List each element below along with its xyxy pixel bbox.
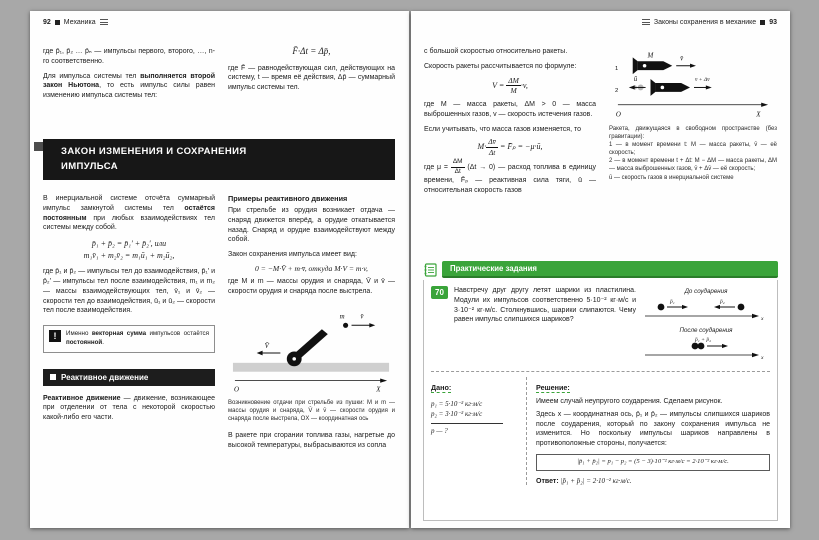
conservation-formula: 0 = −M·V̄ + m·v̄, откуда M·V = m·v, <box>255 263 368 273</box>
formula-lhs: V = <box>492 80 507 90</box>
fraction-denominator: Δt <box>488 147 496 157</box>
mu-where <box>424 159 596 195</box>
text-segment: при любых взаимодействиях тел системы между собой. <box>43 214 215 232</box>
col1-top <box>43 47 215 101</box>
law-paragraph <box>43 194 215 233</box>
bold-segment: векторная сумма <box>91 330 147 338</box>
impulse-formula: F̄·Δt = Δp̄, <box>292 46 331 56</box>
answer-value: |p̄₁ + p̄₂| = 2·10⁻² кг·м/с. <box>560 476 632 485</box>
recoil-velocity-label: V̄ <box>264 342 269 350</box>
p2-vector-label: p̄₂ <box>720 299 725 305</box>
thrust-formula <box>424 138 596 157</box>
square-marker-icon <box>55 20 60 25</box>
projectile-mass-label: m <box>339 313 345 321</box>
solution-column <box>526 377 770 485</box>
continuation-text: с большой скоростью относительно ракеты. <box>424 48 568 55</box>
after-collision-label: После соударения <box>679 327 733 334</box>
lines-icon <box>100 18 108 27</box>
page-number: 92 <box>43 18 51 26</box>
page-header-right <box>642 18 777 27</box>
given-divider <box>431 423 503 424</box>
conservation-where: где M и m — массы орудия и снаряда, V̄ и v̄ — скорости орудия и снаряда после выстрела. <box>228 278 395 296</box>
text-segment: (Δt → 0) — расход топлива в единицу времени, F̄ₚ — реактивная сила тяги, ū — относительная скорость газов <box>424 164 597 194</box>
fraction <box>506 77 521 96</box>
practical-tasks-title: Практические задания <box>442 261 778 278</box>
impulse-where: где F̄ — равнодействующая сил, действующих на систему, t — время её действия, Δp̄ — суммарный импульс системы тел. <box>228 64 395 92</box>
answer-label: Ответ: <box>536 477 559 485</box>
rocket-caption-2: 2 — в момент времени t + Δt: M − ΔM — масса ракеты, ΔM — масса выброшенных газов, v̄ + Δv̄ — её скорость; <box>609 158 777 173</box>
fraction-denominator: Δt <box>454 168 461 176</box>
col2-top <box>228 45 395 93</box>
given-value-2: p₂ = 3·10⁻² кг·м/с <box>431 410 483 418</box>
examples-text: При стрельбе из орудия возникает отдача — снаряд движется вперёд, а орудие откатывается назад. Снаряд и орудие взаимодействуют между собой. <box>228 207 395 244</box>
chapter-title: Законы сохранения в механике <box>653 18 757 26</box>
task-text: Навстречу друг другу летят шарики из пластилина. Модули их импульсов соответственно 5·10⁻² кг·м/с и 3·10⁻² кг·м/с. Столкнувшись, шарики слипаются. Чему равен импульс слипшихся шариков? <box>454 287 636 324</box>
formula-rhs: ·v, <box>520 80 528 90</box>
law-title-banner <box>43 139 395 180</box>
rocket-speed-where: где M — масса ракеты, ΔM > 0 — масса выброшенных газов, v — скорость истечения газов. <box>424 101 596 119</box>
banner-line2: ИМПУЛЬСА <box>61 160 119 172</box>
reactive-definition <box>43 394 215 423</box>
rocket-speed-formula <box>424 77 596 96</box>
exclamation-icon: ! <box>49 330 61 342</box>
projectile-velocity-label: v̄ <box>359 313 363 321</box>
square-bullet-icon <box>50 374 56 380</box>
practical-task-body <box>423 280 778 521</box>
rocket-2-velocity-label: v̄ + Δv̄ <box>694 77 710 84</box>
bold-segment: постоянной <box>66 338 103 346</box>
text-segment: импульсов остаётся <box>146 330 209 338</box>
solution-formula: |p̄₁ + p̄₂| = p₁ − p₂ = (5 − 3)·10⁻² кг·м/с = 2·10⁻² кг·м/с. <box>536 454 770 471</box>
warning-text <box>66 330 209 347</box>
text-segment: Для импульса системы тел <box>43 72 141 80</box>
speed-intro: Скорость ракеты рассчитывается по формуле: <box>424 62 577 70</box>
col1-bottom <box>43 194 215 423</box>
moment-1-label: 1 <box>614 66 619 73</box>
mass-change-note: Если учитывать, что масса газов изменяется, то <box>424 125 581 133</box>
page-header-left <box>43 18 108 27</box>
given-label: Дано: <box>431 383 452 392</box>
sum-vector-label: p̄₁ + p̄₂ <box>695 337 712 343</box>
text-segment: В инерциальной системе отсчёта суммарный импульс замкнутой системы тел <box>43 195 215 212</box>
section-header-reactive-motion <box>43 369 215 386</box>
formula-lhs: M· <box>477 141 487 151</box>
lines-icon <box>642 18 650 27</box>
rocket-figure <box>610 45 776 123</box>
text-segment: , то есть импульс силы равен изменению импульса системы тел: <box>43 82 215 100</box>
chapter-title: Механика <box>63 18 96 26</box>
rocket-velocity-label: v̄ <box>680 55 684 63</box>
bold-segment: остаётся постоянным <box>43 204 215 222</box>
task-number-badge: 70 <box>431 286 448 299</box>
p1-vector-label: p̄₁ <box>670 299 675 305</box>
projectile-dot <box>343 323 348 328</box>
banner-tab <box>34 142 43 151</box>
newton-paragraph <box>43 72 215 101</box>
fraction-numerator: ΔM <box>451 159 465 168</box>
task-row <box>431 286 770 364</box>
origin-label: O <box>233 386 239 394</box>
bold-segment: Реактивное движение <box>43 394 121 402</box>
x-axis-label: x <box>761 316 764 322</box>
practical-tasks-header <box>423 261 778 278</box>
given-solution-row <box>431 371 770 485</box>
solution-step-2: Здесь x — координатная ось, p̄₁ и p̄₂ — импульсы слипшихся шариков после соударения, который по закону сохранения импульса не изменится. Но поскольку импульсы шариков направлены в противоположные стороны, получается: <box>536 410 770 448</box>
warning-box <box>43 325 215 352</box>
solution-label: Решение: <box>536 383 570 392</box>
text-segment: — движение, возникающее при отделении от тела с некоторой скоростью какой-либо его части. <box>43 394 215 422</box>
conservation-intro: Закон сохранения импульса имеет вид: <box>228 251 357 259</box>
law-formula-1: p̄₁ + p̄₂ = p̄₁′ + p̄₂′, или <box>91 239 167 249</box>
law-where: где p̄₁ и p̄₂ — импульсы тел до взаимодействия, p̄₁′ и p̄₂′ — импульсы тел после взаимодействия, m₁ и m₂ — массы взаимодействующих тел, v̄₁ и v̄₂ — скорости тел до взаимодействия, ū₁ и ū₂ — скорости тел после взаимодействия. <box>43 268 215 315</box>
fraction-numerator: ΔM <box>508 75 519 85</box>
section-header-label: Реактивное движение <box>61 372 149 382</box>
fraction <box>451 159 465 176</box>
rocket-caption-intro: Ракета, движущаяся в свободном пространстве (без гравитации): <box>609 126 777 141</box>
bold-segment: выполняется второй закон Ньютона <box>43 72 216 90</box>
page-number: 93 <box>769 18 777 26</box>
given-value-1: p₁ = 5·10⁻² кг·м/с <box>431 399 483 408</box>
fraction-denominator: M <box>510 86 517 96</box>
rcol1 <box>424 47 596 196</box>
cannon-figure <box>229 301 395 397</box>
text-segment: где μ = <box>424 164 451 172</box>
axis-label: X <box>375 386 380 394</box>
task-figures <box>642 286 770 364</box>
answer-line <box>536 477 770 485</box>
before-collision-label: До соударения <box>684 288 728 295</box>
rocket-intro-text: В ракете при сгорании топлива газы, нагретые до высокой температуры, выбрасываются из сопла <box>228 432 395 450</box>
law-formula-2: m₁v̄₁ + m₂v̄₂ = m₁ū₁ + m₂ū₂, <box>83 251 175 261</box>
after-collision-figure <box>643 335 769 363</box>
axis-label: X <box>756 111 761 119</box>
given-question: p — ? <box>431 427 448 435</box>
fraction-numerator: Δv̄ <box>488 136 496 146</box>
origin-label: O <box>615 111 621 119</box>
square-marker-icon <box>760 20 765 25</box>
text-segment: Именно <box>66 330 92 338</box>
page-right <box>411 11 790 528</box>
given-column <box>431 377 526 485</box>
solution-step-1: Имеем случай неупругого соударения. Сделаем рисунок. <box>536 398 723 405</box>
rocket-caption-3: ū — скорость газов в инерциальной системе <box>609 174 734 181</box>
before-collision-figure <box>643 296 769 324</box>
moment-2-label: 2 <box>614 87 619 94</box>
formula-rhs: = F̄ₚ = −μ·ū, <box>497 141 543 151</box>
col2-bottom <box>228 194 395 451</box>
examples-title: Примеры реактивного движения <box>228 194 348 203</box>
rocket-mass-label: M <box>647 52 654 60</box>
gas-velocity-label: ū <box>633 76 638 84</box>
fraction <box>486 138 498 157</box>
cannon-caption: Возникновение отдачи при стрельбе из пушки: M и m — массы орудия и снаряда, V̄ и v̄ — скорости орудия и снаряда после выстрела, OX — координатная ось <box>228 399 395 423</box>
rocket-caption-1: 1 — в момент времени t: M — масса ракеты, v̄ — её скорость; <box>609 142 777 157</box>
text-segment: . <box>102 338 104 346</box>
page-left <box>30 11 409 528</box>
x-axis-label: x <box>761 355 764 361</box>
banner-line1: ЗАКОН ИЗМЕНЕНИЯ И СОХРАНЕНИЯ <box>61 146 247 157</box>
intro-paragraph: где p̄₁, p̄₂ … p̄ₙ — импульсы первого, второго, …, n-го соответственно. <box>43 48 215 65</box>
rcol2 <box>609 41 777 182</box>
notebook-icon <box>423 263 437 277</box>
